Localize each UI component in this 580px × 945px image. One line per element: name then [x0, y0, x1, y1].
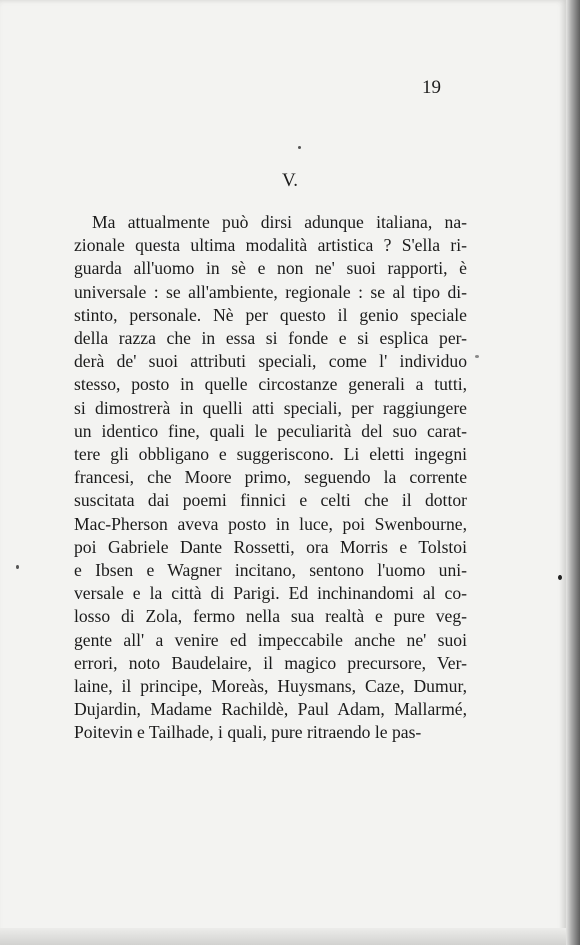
text-line: stinto, personale. Nè per questo il genio speciale	[74, 304, 467, 325]
text-line: Poitevin e Tailhade, i quali, pure ritraendo le pas-	[74, 722, 422, 743]
text-line: universale : se all'ambiente, regionale : se al tipo di-	[74, 281, 467, 302]
text-line: suscitata dai poemi finnici e celti che il dottor	[74, 490, 467, 511]
text-line: e Ibsen e Wagner incitano, sentono l'uomo uni-	[74, 560, 467, 581]
text-line: Dujardin, Madame Rachildè, Paul Adam, Mallarmé,	[74, 699, 467, 720]
text-line: gente all' a venire ed impeccabile anche ne' suoi	[74, 629, 467, 650]
text-line: losso di Zola, fermo nella sua realtà e pure veg-	[74, 606, 467, 627]
text-line: della razza che in essa si fonde e si esplica per-	[74, 328, 467, 349]
text-line: Mac-Pherson aveva posto in luce, poi Swenbourne,	[74, 513, 467, 534]
text-line: francesi, che Moore primo, seguendo la corrente	[74, 467, 467, 488]
text-line: derà de' suoi attributi speciali, come l' individuo	[74, 351, 467, 372]
text-line: un identico fine, quali le peculiarità del suo carat-	[74, 420, 467, 441]
paper-speck	[558, 575, 562, 580]
body-paragraph	[74, 211, 467, 745]
text-line: tere gli obbligano e suggeriscono. Li eletti ingegni	[74, 444, 467, 465]
text-line: versale e la città di Parigi. Ed inchinandomi al co-	[74, 583, 467, 604]
text-line: errori, noto Baudelaire, il magico precursore, Ver-	[74, 652, 467, 673]
text-line: zionale questa ultima modalità artistica ? S'ella ri-	[74, 235, 467, 256]
chapter-heading-text: V.	[281, 170, 299, 191]
text-line: poi Gabriele Dante Rossetti, ora Morris e Tolstoi	[74, 536, 467, 557]
page-edge-bottom	[0, 928, 566, 945]
text-line: stesso, posto in quelle circostanze generali a tutti,	[74, 374, 467, 395]
chapter-heading	[0, 170, 566, 192]
page-edge-right	[566, 0, 580, 945]
paper-speck	[298, 146, 301, 149]
text-line: guarda all'uomo in sè e non ne' suoi rapporti, è	[74, 258, 467, 279]
text-line: Ma attualmente può dirsi adunque italiana, na-	[92, 212, 467, 232]
text-line: si dimostrerà in quelli atti speciali, per raggiungere	[74, 397, 467, 418]
paper-speck	[475, 355, 479, 358]
paper-speck	[16, 565, 19, 569]
text-line: laine, il principe, Moreàs, Huysmans, Caze, Dumur,	[74, 676, 467, 697]
page-number: 19	[422, 77, 441, 98]
